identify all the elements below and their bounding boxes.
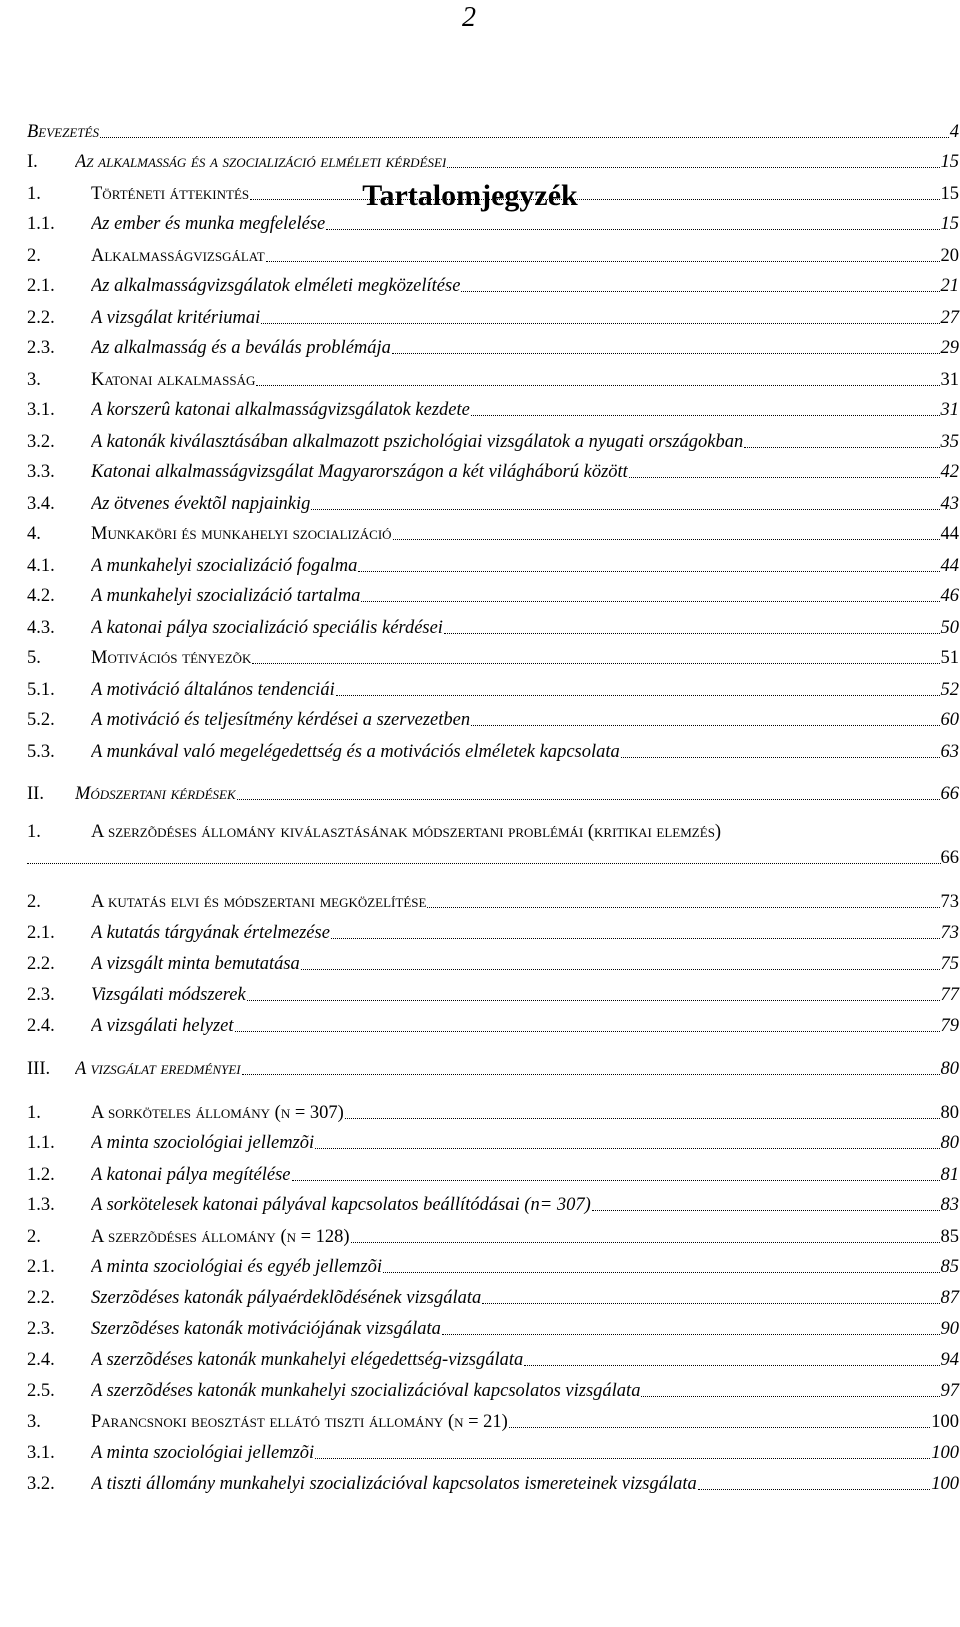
toc-row[interactable] [27,119,959,143]
toc-label: A vizsgálati helyzet [91,1016,234,1036]
toc-label: A vizsgálat eredményei [75,1059,241,1079]
toc-label: A vizsgált minta bemutatása [91,954,300,974]
toc-label: A tiszti állomány munkahelyi szocializációval kapcsolatos ismereteinek vizsgálata [91,1474,697,1494]
toc-leader [393,539,940,540]
toc-leader [509,1427,930,1428]
toc-page: 4 [949,122,959,142]
toc-number: 1. [27,1103,41,1123]
toc-number: 5.2. [27,710,55,730]
toc-leader [336,695,940,696]
toc-number: 2. [27,1227,41,1247]
toc-row[interactable] [27,615,959,639]
toc-leader [326,229,939,230]
toc-label: Az alkalmasság és a szocializáció elméleti kérdései [75,152,447,172]
toc-label: A munkával való megelégedettség és a motivációs elméletek kapcsolata [91,742,620,762]
toc-row[interactable] [27,1285,959,1309]
toc-leader [256,385,939,386]
toc-leader [442,1334,940,1335]
toc-number: 3.4. [27,494,55,514]
toc-number: 1.3. [27,1195,55,1215]
toc-page: 87 [940,1288,959,1308]
toc-page: 50 [940,618,959,638]
toc-page: 81 [940,1165,959,1185]
toc-page: 75 [940,954,959,974]
toc-label: A korszerû katonai alkalmasságvizsgálatok kezdete [91,400,470,420]
toc-row[interactable] [27,1471,959,1495]
toc-number: 4. [27,524,41,544]
toc-number: 2.1. [27,923,55,943]
toc-page: 80 [940,1059,959,1079]
toc-row[interactable] [27,305,959,329]
toc-leader [427,907,939,908]
toc-row[interactable] [27,335,959,359]
toc-leader [315,1458,930,1459]
toc-row[interactable] [27,491,959,515]
toc-page: 63 [940,742,959,762]
toc-page: 100 [931,1474,959,1494]
toc-label: Szerzõdéses katonák pályaérdeklõdésének vizsgálata [91,1288,482,1308]
toc-row[interactable] [27,1440,959,1464]
toc-label: Történeti áttekintés [91,184,250,204]
toc-label: A vizsgálat kritériumai [91,308,261,328]
toc-row-wrapped[interactable] [27,821,959,869]
toc-leader [242,1074,940,1075]
toc-row[interactable] [27,149,959,173]
toc-leader [392,353,940,354]
toc-leader [345,1118,940,1119]
toc-leader [266,261,940,262]
toc-number: 5.3. [27,742,55,762]
toc-number: 5.1. [27,680,55,700]
page-number: 2 [462,2,476,33]
toc-row[interactable] [27,181,959,205]
toc-row[interactable] [27,1224,959,1248]
toc-leader [351,1242,940,1243]
toc-page: 80 [940,1133,959,1153]
toc-leader [361,601,939,602]
toc-page: 100 [931,1443,959,1463]
toc-leader [471,725,939,726]
toc-row[interactable] [27,211,959,235]
toc-row[interactable] [27,1378,959,1402]
toc-leader [621,757,940,758]
toc-leader [237,799,940,800]
toc-label: Parancsnoki beosztást ellátó tiszti állomány (n = 21) [91,1412,508,1432]
toc-page: 44 [940,524,959,544]
toc-leader [471,415,940,416]
toc-row[interactable] [27,1013,959,1037]
toc-page: 15 [940,184,959,204]
page-title: Tartalomjegyzék [362,179,578,212]
toc-label: Vizsgálati módszerek [91,985,246,1005]
toc-label: Szerzõdéses katonák motivációjának vizsgálata [91,1319,441,1339]
toc-row[interactable] [27,1347,959,1371]
toc-row[interactable] [27,645,959,669]
toc-row[interactable] [27,459,959,483]
toc-label: A szerzõdéses állomány kiválasztásának módszertani problémái (kritikai elemzés) [91,822,722,842]
toc-page: 83 [940,1195,959,1215]
toc-number: 3. [27,1412,41,1432]
toc-page: 42 [940,462,959,482]
toc-page: 79 [940,1016,959,1036]
toc-row[interactable] [27,397,959,421]
toc-page: 85 [940,1227,959,1247]
toc-page: 52 [940,680,959,700]
toc-leader [698,1489,930,1490]
toc-number: 1. [27,822,41,842]
toc-row[interactable] [27,781,959,805]
toc-leader [331,938,940,939]
toc-number: 2.1. [27,1257,55,1277]
toc-row[interactable] [27,243,959,267]
toc-leader [358,571,939,572]
toc-page: 66 [940,848,959,868]
toc-label: A szerzõdéses katonák munkahelyi szocializációval kapcsolatos vizsgálata [91,1381,641,1401]
toc-label: A kutatás tárgyának értelmezése [91,923,330,943]
toc-leader [592,1210,940,1211]
toc-number: 1. [27,184,41,204]
toc-page: 80 [940,1103,959,1123]
toc-page: 94 [940,1350,959,1370]
toc-label: A kutatás elvi és módszertani megközelítése [91,892,427,912]
toc-leader [100,137,949,138]
toc-label: Az ötvenes évektõl napjainkig [91,494,311,514]
toc-label: A minta szociológiai jellemzõi [91,1133,315,1153]
toc-row[interactable] [27,1316,959,1340]
toc-leader [629,477,940,478]
toc-number: 2.2. [27,954,55,974]
toc-page: 35 [940,432,959,452]
toc-number: 3.1. [27,1443,55,1463]
toc-page: 21 [940,276,959,296]
toc-row[interactable] [27,1254,959,1278]
toc-label: A motiváció és teljesítmény kérdései a szervezetben [91,710,471,730]
toc-leader [444,633,940,634]
toc-label: Munkaköri és munkahelyi szocializáció [91,524,392,544]
toc-page: 73 [940,892,959,912]
toc-number: 2.2. [27,308,55,328]
toc-label: A sorköteles állomány (n = 307) [91,1103,344,1123]
toc-page: 44 [940,556,959,576]
toc-row[interactable] [27,553,959,577]
toc-page: 100 [931,1412,959,1432]
toc-page: 51 [940,648,959,668]
toc-number: 4.3. [27,618,55,638]
toc-leader [247,1000,940,1001]
toc-row[interactable] [27,707,959,731]
toc-leader [383,1272,940,1273]
toc-leader [641,1396,939,1397]
toc-number: 2.4. [27,1016,55,1036]
toc-label: Bevezetés [27,122,99,142]
toc-row[interactable] [27,951,959,975]
toc-label: Az ember és munka megfelelése [91,214,326,234]
toc-number: 2.3. [27,985,55,1005]
toc-label: Alkalmasságvizsgálat [91,246,265,266]
toc-label: A szerzõdéses katonák munkahelyi elégedettség-vizsgálata [91,1350,524,1370]
toc-page: 97 [940,1381,959,1401]
toc-label: A sorkötelesek katonai pályával kapcsolatos beállítódásai (n= 307) [91,1195,591,1215]
toc-number: I. [27,152,38,172]
toc-label: A szerzõdéses állomány (n = 128) [91,1227,350,1247]
toc-row[interactable] [27,429,959,453]
toc-page: 46 [940,586,959,606]
toc-leader [315,1148,939,1149]
toc-page: 15 [940,214,959,234]
toc-page: 29 [940,338,959,358]
toc-row[interactable] [27,1192,959,1216]
toc-page: 85 [940,1257,959,1277]
toc-row[interactable] [27,521,959,545]
toc-page: 90 [940,1319,959,1339]
toc-page: 27 [940,308,959,328]
toc-number: 3. [27,370,41,390]
toc-number: 3.1. [27,400,55,420]
toc-number: 2.1. [27,276,55,296]
toc-page: 43 [940,494,959,514]
toc-number: 3.3. [27,462,55,482]
toc-number: III. [27,1059,51,1079]
toc-leader [524,1365,939,1366]
toc-number: 1.1. [27,214,55,234]
toc-number: 2. [27,892,41,912]
toc-label: Az alkalmasság és a beválás problémája [91,338,391,358]
toc-number: 2.3. [27,338,55,358]
toc-number: 1.1. [27,1133,55,1153]
toc-label: Az alkalmasságvizsgálatok elméleti megközelítése [91,276,461,296]
toc-number: 2.3. [27,1319,55,1339]
toc-row[interactable] [27,1162,959,1186]
toc-row[interactable] [27,677,959,701]
toc-leader [292,1180,940,1181]
toc-leader [447,167,939,168]
toc-page: 31 [940,370,959,390]
toc-row[interactable] [27,1130,959,1154]
toc-label: Módszertani kérdések [75,784,236,804]
toc-leader [252,663,939,664]
toc-page: 66 [940,784,959,804]
toc-label: A katonák kiválasztásában alkalmazott pszichológiai vizsgálatok a nyugati országokban [91,432,744,452]
toc-number: 2. [27,246,41,266]
toc-leader [261,323,939,324]
toc-row[interactable] [27,1056,959,1080]
toc-number: 2.2. [27,1288,55,1308]
toc-label: Katonai alkalmasságvizsgálat Magyarországon a két világháború között [91,462,628,482]
toc-label: A katonai pálya megítélése [91,1165,291,1185]
toc-leader [250,199,939,200]
toc-number: 2.5. [27,1381,55,1401]
toc-row[interactable] [27,739,959,763]
toc-number: II. [27,784,44,804]
toc-page: 15 [940,152,959,172]
toc-number: 3.2. [27,432,55,452]
toc-label: A minta szociológiai és egyéb jellemzõi [91,1257,382,1277]
toc-label: A munkahelyi szocializáció fogalma [91,556,358,576]
toc-row[interactable] [27,982,959,1006]
toc-leader [301,969,940,970]
toc-page: 73 [940,923,959,943]
toc-label: A motiváció általános tendenciái [91,680,335,700]
toc-page: 31 [940,400,959,420]
toc-label: A minta szociológiai jellemzõi [91,1443,315,1463]
toc-label: A katonai pálya szocializáció speciális kérdései [91,618,443,638]
toc-page: 60 [940,710,959,730]
toc-leader [311,509,939,510]
toc-row[interactable] [27,583,959,607]
toc-number: 2.4. [27,1350,55,1370]
toc-row[interactable] [27,889,959,913]
toc-number: 4.2. [27,586,55,606]
toc-label: Motivációs tényezõk [91,648,252,668]
toc-leader [235,1031,940,1032]
toc-leader [27,863,941,864]
toc-leader [461,291,939,292]
toc-label: A munkahelyi szocializáció tartalma [91,586,361,606]
toc-row[interactable] [27,273,959,297]
toc-leader [744,447,939,448]
toc-page: 77 [940,985,959,1005]
toc-number: 1.2. [27,1165,55,1185]
toc-page: 20 [940,246,959,266]
toc-label: Katonai alkalmasság [91,370,256,390]
toc-row[interactable] [27,367,959,391]
toc-leader [482,1303,939,1304]
toc-row[interactable] [27,920,959,944]
toc-number: 3.2. [27,1474,55,1494]
toc-number: 4.1. [27,556,55,576]
toc-number: 5. [27,648,41,668]
toc-row[interactable] [27,1409,959,1433]
toc-row[interactable] [27,1100,959,1124]
